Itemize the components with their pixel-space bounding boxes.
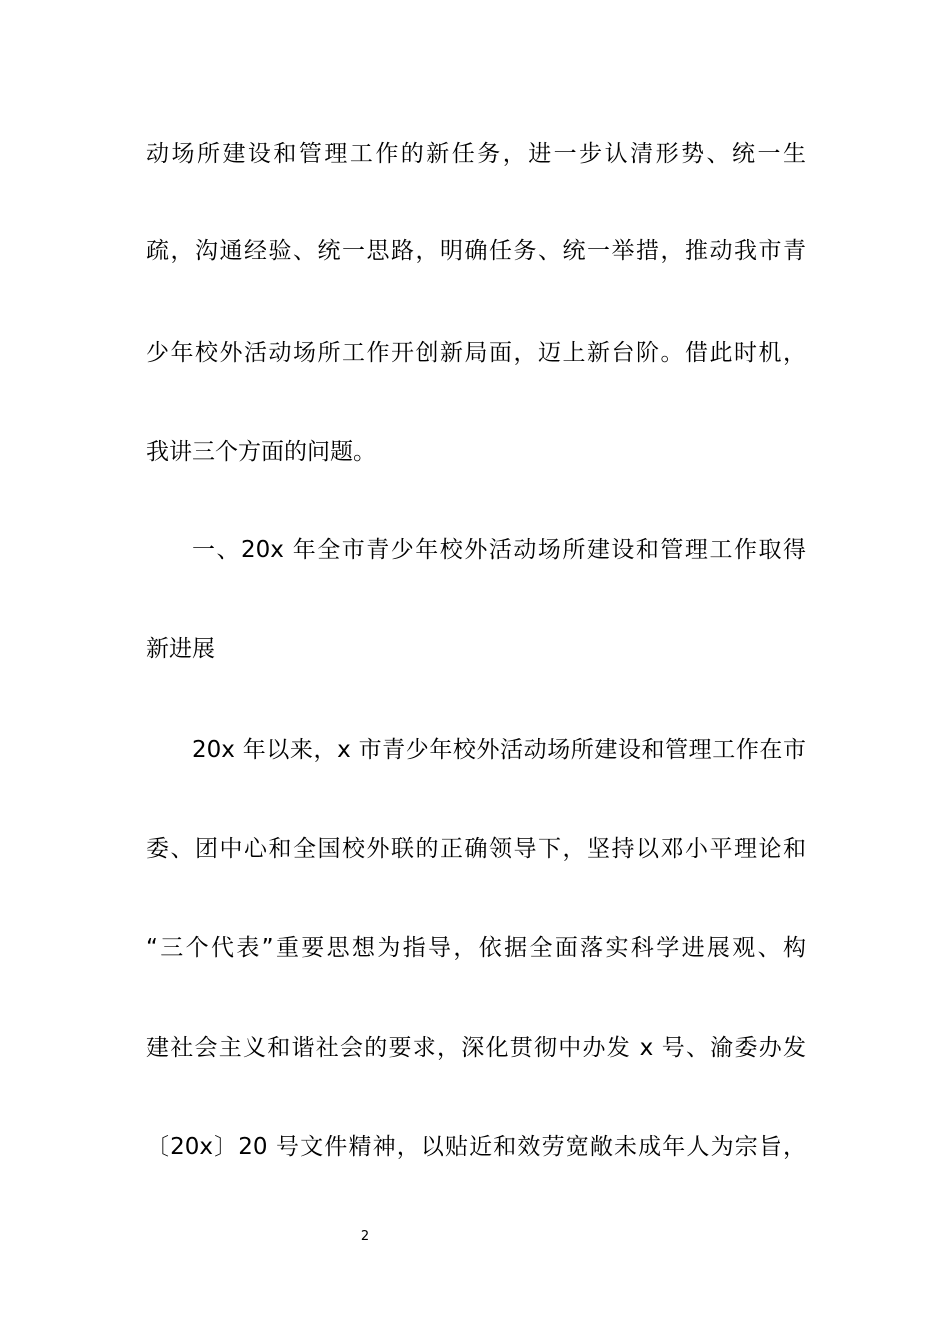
body-text-line: 疏，沟通经验、统一思路，明确任务、统一举措，推动我市青: [146, 238, 806, 264]
body-text-line: 委、团中心和全国校外联的正确领导下，坚持以邓小平理论和: [146, 836, 806, 862]
body-text-line: 建社会主义和谐社会的要求，深化贯彻中办发 x 号、渝委办发: [146, 1035, 806, 1061]
page-number: 2: [360, 1229, 370, 1244]
body-text-line: 20x 年以来，x 市青少年校外活动场所建设和管理工作在市: [192, 737, 806, 763]
section-heading-line: 新进展: [146, 636, 215, 662]
body-text-line: 我讲三个方面的问题。: [146, 439, 376, 465]
body-text-line: 〔20x〕20 号文件精神，以贴近和效劳宽敞未成年人为宗旨，: [146, 1134, 806, 1160]
body-text-line: 动场所建设和管理工作的新任务，进一步认清形势、统一生: [146, 141, 806, 167]
body-text-line: 少年校外活动场所工作开创新局面，迈上新台阶。借此时机，: [146, 340, 806, 366]
section-heading-line: 一、20x 年全市青少年校外活动场所建设和管理工作取得: [192, 537, 806, 563]
body-text-line: “三个代表”重要思想为指导，依据全面落实科学进展观、构: [146, 935, 806, 961]
